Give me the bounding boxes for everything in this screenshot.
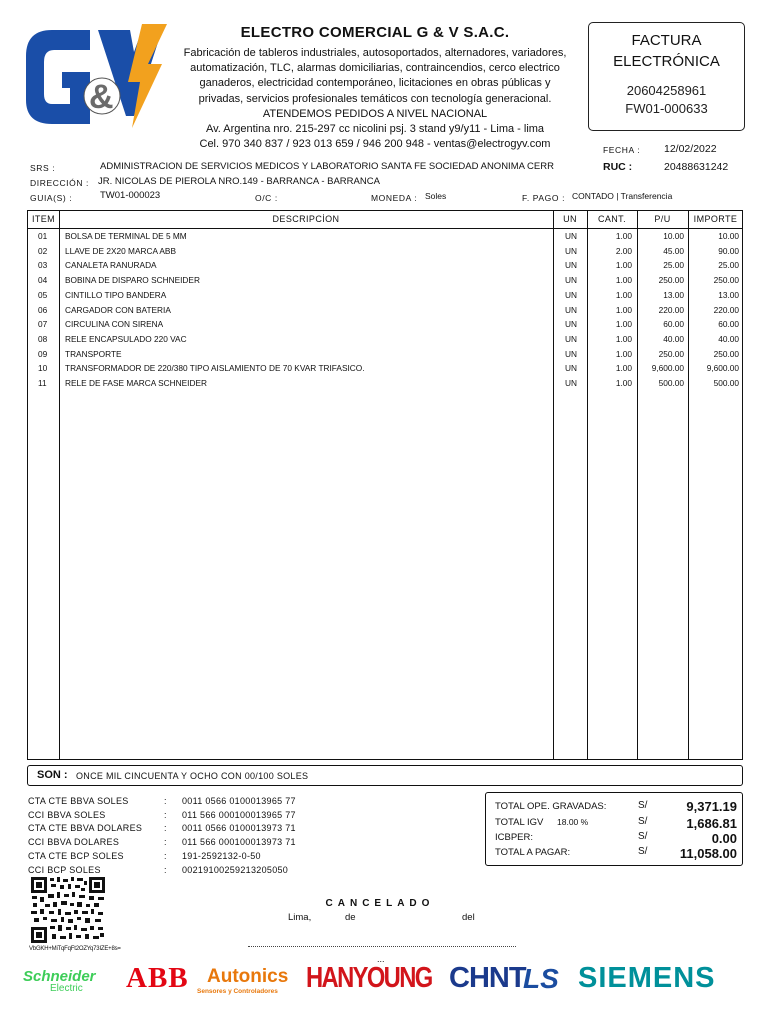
items-table bbox=[27, 210, 743, 760]
table-row bbox=[28, 347, 742, 362]
bank-account-number: 011 566 000100013973 71 bbox=[182, 837, 296, 848]
fecha-value: 12/02/2022 bbox=[664, 143, 717, 155]
row-description: RELE ENCAPSULADO 220 VAC bbox=[65, 333, 187, 344]
row-importe: 500.00 bbox=[713, 378, 739, 388]
row-description: CARGADOR CON BATERIA bbox=[65, 304, 171, 315]
description-line: privadas, servicios profesionales temáticos con tecnología generacional. bbox=[198, 92, 552, 105]
guias-value: TW01-000023 bbox=[100, 190, 161, 201]
row-importe: 90.00 bbox=[718, 245, 739, 256]
row-pu: 45.00 bbox=[663, 245, 684, 256]
row-item: 01 bbox=[38, 231, 48, 241]
header-description: DESCRIPCİON bbox=[272, 214, 340, 224]
currency: S/ bbox=[638, 816, 648, 827]
row-cant: 1.00 bbox=[615, 289, 632, 300]
table-row bbox=[28, 332, 742, 347]
oc-label: O/C : bbox=[255, 193, 278, 203]
row-pu: 500.00 bbox=[658, 378, 684, 388]
qr-hash: VbGKH+MiTqFqFt2OZYq73IZE+8s= bbox=[29, 946, 121, 952]
row-cant: 1.00 bbox=[615, 363, 632, 374]
row-cant: 1.00 bbox=[615, 231, 632, 241]
row-importe: 13.00 bbox=[718, 289, 739, 300]
table-row bbox=[28, 303, 742, 318]
row-cant: 2.00 bbox=[615, 245, 632, 256]
invoice-type-line1: FACTURA bbox=[631, 32, 702, 49]
autonics-tagline: Sensores y Controladores bbox=[197, 988, 278, 995]
row-pu: 250.00 bbox=[658, 275, 684, 286]
row-pu: 250.00 bbox=[658, 348, 684, 359]
row-description: RELE DE FASE MARCA SCHNEIDER bbox=[65, 378, 208, 388]
siemens-logo: SIEMENS bbox=[578, 962, 716, 994]
igv-rate: 18.00 % bbox=[557, 817, 589, 827]
row-description: CINTILLO TIPO BANDERA bbox=[65, 289, 167, 300]
bank-account-number: 0011 0566 0100013965 77 bbox=[182, 796, 296, 806]
lima-label: Lima, bbox=[288, 912, 312, 923]
table-row bbox=[28, 244, 742, 259]
igv-value: 1,686.81 bbox=[686, 816, 737, 831]
igv-label: TOTAL IGV bbox=[495, 817, 544, 828]
client-address: JR. NICOLAS DE PIEROLA NRO.149 - BARRANCA - BARRANCA bbox=[98, 176, 380, 187]
srs-label: SRS : bbox=[30, 163, 56, 173]
bank-account-row bbox=[28, 823, 348, 837]
header-pu: P/U bbox=[654, 214, 671, 224]
fpago-value: CONTADO | Transferencia bbox=[572, 191, 673, 201]
row-un: UN bbox=[565, 304, 577, 315]
amount-in-words-box bbox=[27, 765, 743, 786]
qr-code bbox=[30, 876, 106, 944]
description-line: ganaderos, electricidad contemporáneo, licitaciones en obras públicas y bbox=[199, 77, 551, 90]
row-un: UN bbox=[565, 245, 577, 256]
row-item: 05 bbox=[38, 289, 48, 300]
currency: S/ bbox=[638, 846, 648, 857]
fpago-label: F. PAGO : bbox=[522, 193, 566, 203]
row-un: UN bbox=[565, 260, 577, 271]
invoice-type bbox=[589, 30, 744, 72]
bank-account-sep: : bbox=[164, 837, 167, 848]
header-cant: CANT. bbox=[597, 214, 626, 224]
row-pu: 25.00 bbox=[663, 260, 684, 271]
fecha-label: FECHA : bbox=[603, 145, 641, 155]
bank-account-row bbox=[28, 851, 348, 865]
row-importe: 250.00 bbox=[713, 275, 739, 286]
row-description: TRANSPORTE bbox=[65, 348, 122, 359]
row-un: UN bbox=[565, 333, 577, 344]
table-row bbox=[28, 376, 742, 391]
row-importe: 40.00 bbox=[718, 333, 739, 344]
row-un: UN bbox=[565, 275, 577, 286]
schneider-logo: Schneider bbox=[23, 968, 96, 985]
row-description: LLAVE DE 2X20 MARCA ABB bbox=[65, 245, 176, 256]
table-row bbox=[28, 258, 742, 273]
header-importe: IMPORTE bbox=[693, 214, 738, 224]
bank-account-number: 011 566 000100013965 77 bbox=[182, 809, 296, 820]
bank-account-number: 191-2592132-0-50 bbox=[182, 850, 261, 861]
row-item: 04 bbox=[38, 275, 48, 286]
total-value: 11,058.00 bbox=[679, 846, 737, 861]
total-row bbox=[486, 845, 742, 860]
row-pu: 10.00 bbox=[663, 231, 684, 241]
row-item: 08 bbox=[38, 333, 48, 344]
row-cant: 1.00 bbox=[615, 378, 632, 388]
description-line: Fabricación de tableros industriales, autosoportados, alternadores, variadores, bbox=[183, 47, 567, 59]
row-importe: 25.00 bbox=[718, 260, 739, 271]
bank-account-name: CTA CTE BCP SOLES bbox=[28, 850, 124, 861]
table-row bbox=[28, 361, 742, 376]
row-cant: 1.00 bbox=[615, 275, 632, 286]
table-row bbox=[28, 229, 742, 244]
header-un: UN bbox=[563, 214, 577, 224]
bank-account-name: CCI BBVA SOLES bbox=[28, 809, 106, 820]
bank-account-number: 00219100259213205050 bbox=[182, 864, 289, 875]
cancelado-title: CANCELADO bbox=[325, 898, 435, 909]
client-ruc: 20488631242 bbox=[664, 161, 729, 173]
signature-dots: ... bbox=[377, 954, 385, 964]
bank-account-row bbox=[28, 837, 348, 851]
row-un: UN bbox=[565, 363, 577, 374]
row-pu: 13.00 bbox=[663, 289, 684, 300]
currency: S/ bbox=[638, 831, 648, 842]
gravadas-value: 9,371.19 bbox=[686, 799, 737, 814]
row-pu: 220.00 bbox=[658, 304, 684, 315]
bank-account-sep: : bbox=[164, 796, 167, 806]
row-importe: 220.00 bbox=[713, 304, 739, 315]
moneda-value: Soles bbox=[425, 191, 447, 201]
bank-account-row bbox=[28, 810, 348, 824]
row-importe: 10.00 bbox=[718, 231, 739, 241]
row-importe: 250.00 bbox=[713, 348, 739, 359]
bank-account-name: CTA CTE BBVA DOLARES bbox=[28, 823, 143, 834]
row-description: CANALETA RANURADA bbox=[65, 260, 157, 271]
row-cant: 1.00 bbox=[615, 348, 632, 359]
bank-account-sep: : bbox=[164, 823, 167, 834]
header-item: ITEM bbox=[31, 214, 56, 224]
invoice-box bbox=[588, 22, 745, 131]
client-name: ADMINISTRACION DE SERVICIOS MEDICOS Y LABORATORIO SANTA FE SOCIEDAD ANONIMA CERR bbox=[100, 161, 554, 172]
row-un: UN bbox=[565, 348, 577, 359]
chint-logo: CHNT bbox=[449, 962, 526, 994]
de-label: de bbox=[345, 912, 356, 923]
table-row bbox=[28, 317, 742, 332]
row-pu: 40.00 bbox=[663, 333, 684, 344]
company-description bbox=[170, 46, 580, 152]
row-item: 03 bbox=[38, 260, 48, 271]
company-name: ELECTRO COMERCIAL G & V S.A.C. bbox=[240, 24, 510, 41]
table-row bbox=[28, 273, 742, 288]
row-item: 06 bbox=[38, 304, 48, 315]
description-line: Av. Argentina nro. 215-297 cc nicolini psj. 3 stand y9/y11 - Lima - lima bbox=[205, 123, 545, 136]
row-cant: 1.00 bbox=[615, 304, 632, 315]
invoice-type-line2: ELECTRÓNICA bbox=[613, 53, 720, 70]
ruc-label: RUC : bbox=[603, 161, 633, 173]
row-item: 02 bbox=[38, 245, 48, 256]
currency: S/ bbox=[638, 800, 648, 811]
bank-account-sep: : bbox=[164, 809, 167, 820]
row-importe: 60.00 bbox=[718, 319, 739, 330]
gravadas-label: TOTAL OPE. GRAVADAS: bbox=[495, 801, 607, 812]
moneda-label: MONEDA : bbox=[371, 193, 418, 203]
schneider-electric-text: Electric bbox=[50, 983, 83, 994]
issuer-ruc: 20604258961 bbox=[626, 83, 707, 98]
bank-account-name: CTA CTE BBVA SOLES bbox=[28, 796, 129, 806]
table-row bbox=[28, 288, 742, 303]
totals-box bbox=[485, 792, 743, 866]
bank-account-sep: : bbox=[164, 864, 167, 875]
row-pu: 60.00 bbox=[663, 319, 684, 330]
row-item: 07 bbox=[38, 319, 48, 330]
total-row bbox=[486, 815, 742, 830]
row-un: UN bbox=[565, 231, 577, 241]
bank-account-sep: : bbox=[164, 850, 167, 861]
row-cant: 1.00 bbox=[615, 260, 632, 271]
abb-logo: ABB bbox=[126, 962, 189, 994]
row-description: TRANSFORMADOR DE 220/380 TIPO AISLAMIENTO DE 70 KVAR TRIFASICO. bbox=[65, 363, 365, 374]
description-line: Cel. 970 340 837 / 923 013 659 / 946 200 948 - ventas@electrogyv.com bbox=[199, 138, 551, 151]
invoice-number: FW01-000633 bbox=[625, 101, 708, 116]
direccion-label: DIRECCIÓN : bbox=[30, 178, 90, 188]
row-description: CIRCULINA CON SIRENA bbox=[65, 319, 164, 330]
company-logo bbox=[22, 24, 167, 128]
row-cant: 1.00 bbox=[615, 333, 632, 344]
row-importe: 9,600.00 bbox=[706, 363, 739, 374]
icbper-value: 0.00 bbox=[711, 831, 737, 846]
description-line: automatización, TLC, alarmas domiciliarias, contraincendios, cerco electrico bbox=[190, 62, 560, 75]
row-un: UN bbox=[565, 378, 577, 388]
row-description: BOLSA DE TERMINAL DE 5 MM bbox=[65, 231, 187, 241]
row-item: 10 bbox=[38, 363, 48, 374]
svg-text:&: & bbox=[89, 78, 114, 116]
description-line: ATENDEMOS PEDIDOS A NIVEL NACIONAL bbox=[262, 107, 488, 120]
hanyoung-logo: HANYOUNG bbox=[306, 962, 432, 994]
row-un: UN bbox=[565, 289, 577, 300]
row-cant: 1.00 bbox=[615, 319, 632, 330]
autonics-logo: Autonics bbox=[207, 966, 289, 987]
row-item: 09 bbox=[38, 348, 48, 359]
total-row bbox=[486, 799, 742, 814]
row-un: UN bbox=[565, 319, 577, 330]
total-label: TOTAL A PAGAR: bbox=[495, 847, 571, 858]
row-pu: 9,600.00 bbox=[651, 363, 684, 374]
signature-line bbox=[248, 946, 516, 947]
son-label: SON : bbox=[37, 769, 68, 781]
guias-label: GUIA(S) : bbox=[30, 193, 73, 203]
ls-logo: LS bbox=[523, 963, 559, 994]
row-description: BOBINA DE DISPARO SCHNEIDER bbox=[65, 275, 200, 286]
bank-account-name: CCI BCP SOLES bbox=[28, 864, 101, 875]
row-item: 11 bbox=[38, 378, 47, 388]
del-label: del bbox=[462, 912, 475, 923]
icbper-label: ICBPER: bbox=[495, 832, 534, 843]
amount-in-words: ONCE MIL CINCUENTA Y OCHO CON 00/100 SOLES bbox=[76, 771, 309, 781]
bank-account-row bbox=[28, 796, 348, 810]
total-row bbox=[486, 830, 742, 845]
bank-account-number: 0011 0566 0100013973 71 bbox=[182, 823, 296, 834]
bank-account-name: CCI BBVA DOLARES bbox=[28, 837, 120, 848]
